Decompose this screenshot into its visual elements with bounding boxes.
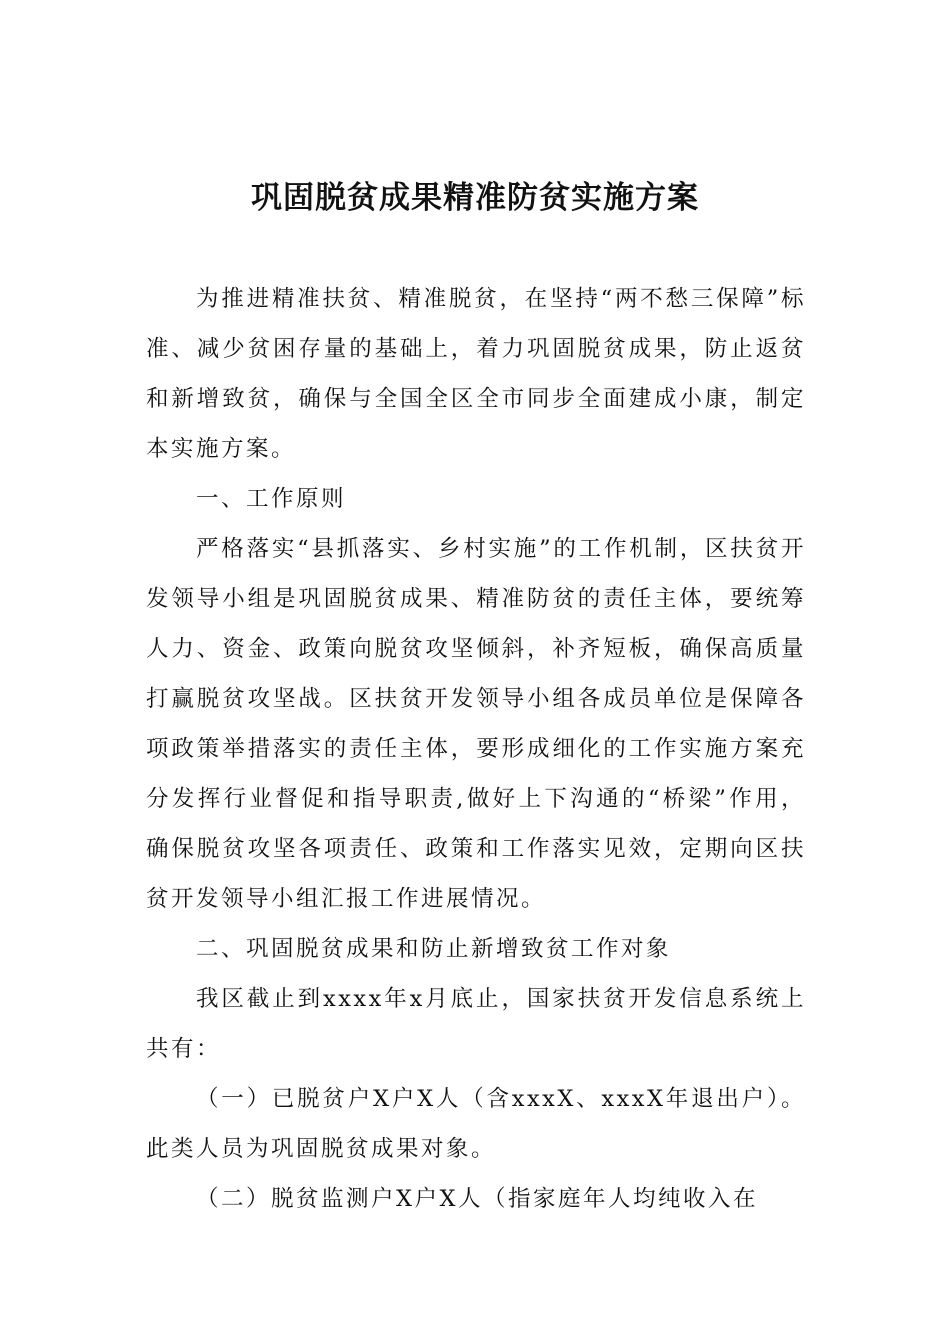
document-body [146, 274, 806, 1224]
targets-item-1: （一）已脱贫户X户X人（含xxxX、xxxX年退出户）。此类人员为巩固脱贫成果对象。 [146, 1086, 806, 1162]
document-title: 巩固脱贫成果精准防贫实施方案 [251, 180, 699, 216]
section-heading-targets: 二、巩固脱贫成果和防止新增致贫工作对象 [196, 936, 672, 962]
targets-intro-paragraph: 我区截止到xxxx年x月底止，国家扶贫开发信息系统上共有： [146, 986, 806, 1062]
principles-paragraph: 严格落实“县抓落实、乡村实施”的工作机制，区扶贫开发领导小组是巩固脱贫成果、精准防贫的责任主体，要统筹人力、资金、政策向脱贫攻坚倾斜，补齐短板，确保高质量打赢脱贫攻坚战。区扶贫开发领导小组各成员单位是保障各项政策举措落实的责任主体，要形成细化的工作实施方案充分发挥行业督促和指导职责,做好上下沟通的“桥梁”作用，确保脱贫攻坚各项责任、政策和工作落实见效，定期向区扶贫开发领导小组汇报工作进展情况。 [146, 536, 806, 912]
intro-paragraph: 为推进精准扶贫、精准脱贫，在坚持“两不愁三保障”标准、减少贫困存量的基础上，着力巩固脱贫成果，防止返贫和新增致贫，确保与全国全区全市同步全面建成小康，制定本实施方案。 [146, 286, 806, 462]
targets-item-2: （二）脱贫监测户X户X人（指家庭年人均纯收入在 [196, 1186, 759, 1212]
section-heading-principles: 一、工作原则 [196, 486, 347, 512]
